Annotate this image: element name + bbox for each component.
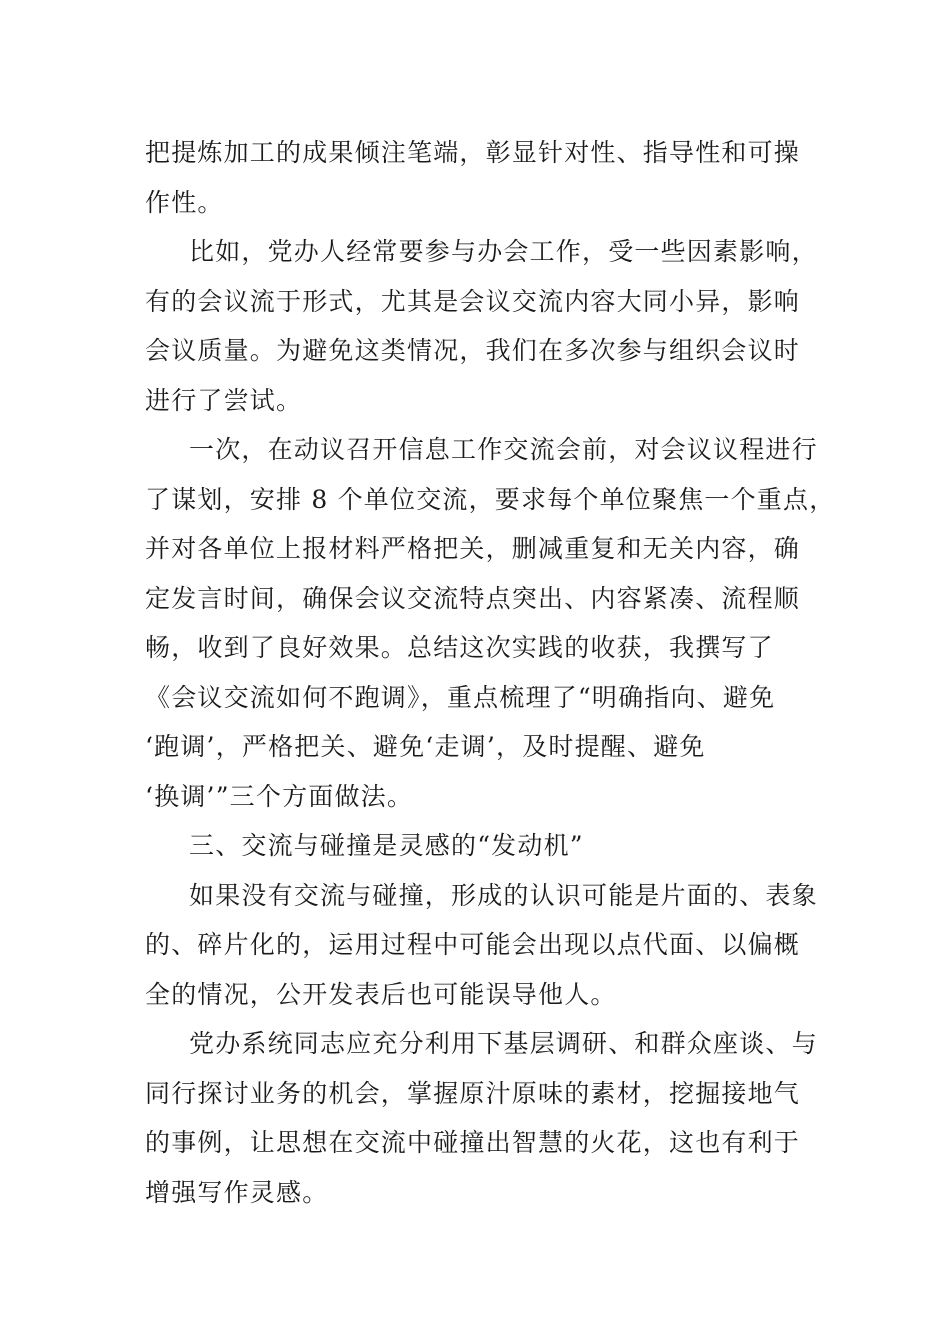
text-line: 如果没有交流与碰撞，形成的认识可能是片面的、表象	[189, 880, 818, 910]
text-line: ‘换调’”三个方面做法。	[145, 781, 414, 811]
text-line: ‘跑调’，严格把关、避免‘走调’，及时提醒、避免	[145, 732, 706, 761]
text-line: 把提炼加工的成果倾注笔端，彰显针对性、指导性和可操	[145, 138, 801, 167]
text-line: 并对各单位上报材料严格把关，删减重复和无关内容，确	[145, 534, 801, 563]
paragraph	[145, 425, 836, 821]
text-line: 有的会议流于形式，尤其是会议交流内容大同小异，影响	[145, 286, 801, 316]
text-line: 的事例，让思想在交流中碰撞出智慧的火花，这也有利于	[145, 1128, 801, 1157]
text-line: 同行探讨业务的机会，掌握原汁原味的素材，挖掘接地气	[145, 1078, 801, 1108]
text-line: 定发言时间，确保会议交流特点突出、内容紧凑、流程顺	[145, 583, 801, 613]
paragraph	[145, 128, 825, 227]
paragraph	[145, 1019, 825, 1217]
text-line: 作性。	[145, 187, 224, 217]
text-line: 了谋划，安排 8 个单位交流，要求每个单位聚焦一个重点，	[145, 484, 836, 514]
paragraph	[145, 821, 825, 871]
document-body	[145, 128, 836, 1217]
text-line: 三、交流与碰撞是灵感的“发动机”	[189, 831, 584, 860]
text-line: 党办系统同志应充分利用下基层调研、和群众座谈、与	[189, 1029, 818, 1058]
text-line: 畅，收到了良好效果。总结这次实践的收获，我撰写了	[145, 633, 774, 662]
text-line: 比如，党办人经常要参与办会工作，受一些因素影响，	[189, 237, 818, 266]
text-line: 《会议交流如何不跑调》，重点梳理了“明确指向、避免	[145, 682, 776, 712]
text-line: 的、碎片化的，运用过程中可能会出现以点代面、以偏概	[145, 930, 801, 959]
text-line: 增强写作灵感。	[145, 1177, 329, 1207]
text-line: 进行了尝试。	[145, 385, 303, 415]
paragraph	[145, 227, 825, 425]
text-line: 全的情况，公开发表后也可能误导他人。	[145, 979, 617, 1009]
text-line: 一次，在动议召开信息工作交流会前，对会议议程进行	[189, 435, 818, 464]
text-line: 会议质量。为避免这类情况，我们在多次参与组织会议时	[145, 336, 801, 365]
paragraph	[145, 871, 825, 1020]
